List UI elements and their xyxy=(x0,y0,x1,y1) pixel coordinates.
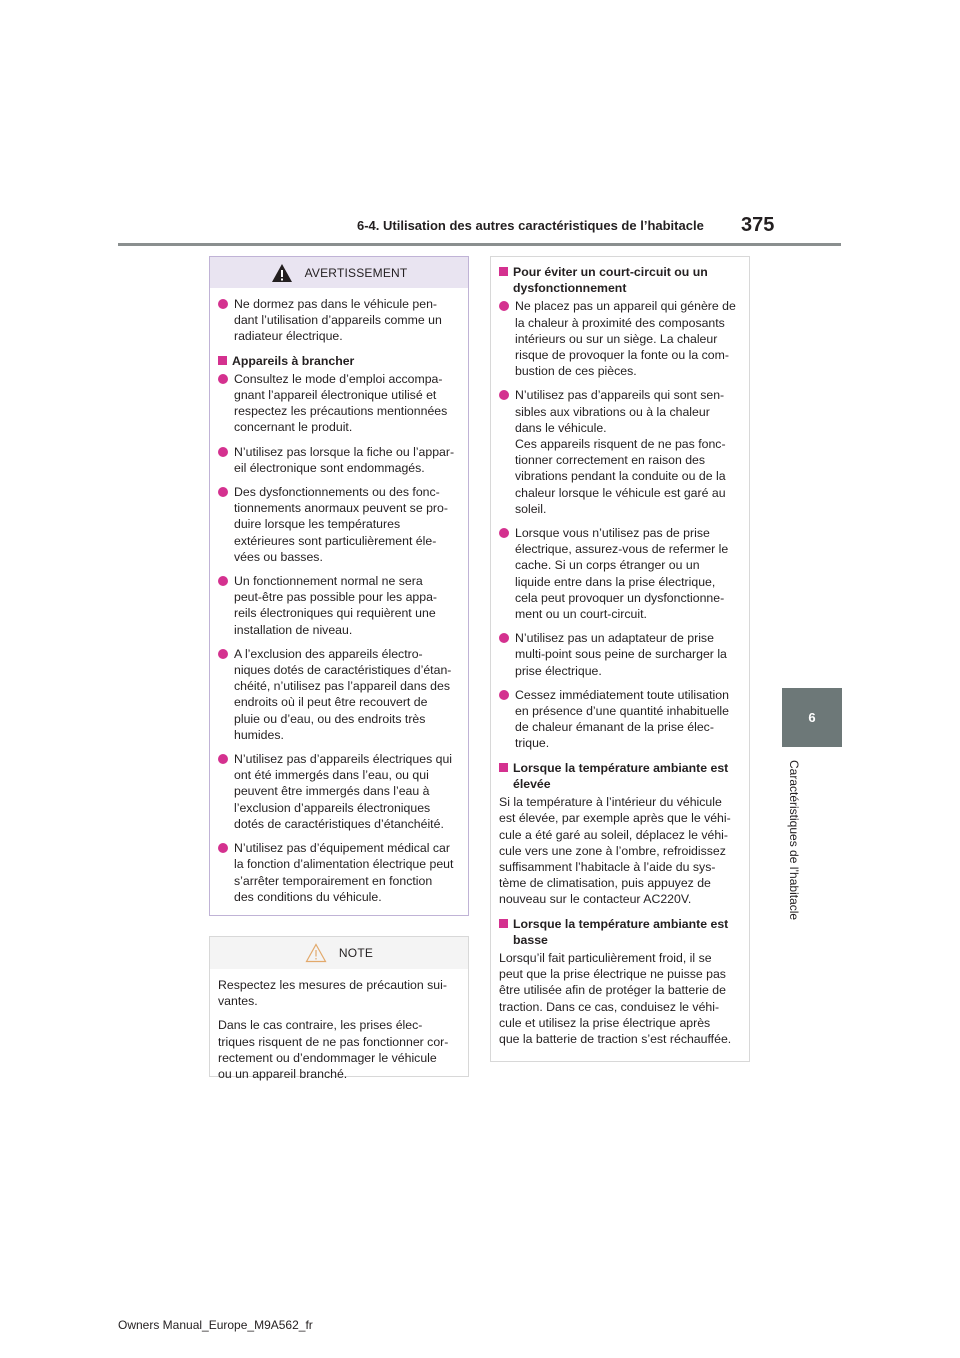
text-line: Consultez le mode d’emploi accompa- xyxy=(234,371,443,386)
text-line: pluie ou d’eau, ou des endroits très xyxy=(234,711,426,726)
text-line: électrique, assurez-vous de refermer le xyxy=(515,542,729,557)
text-line: extérieures sont particulièrement éle- xyxy=(234,533,437,548)
text-line: dysfonctionnement xyxy=(513,281,627,296)
text-line: endroits où il peut être recouvert de xyxy=(234,695,428,710)
text-line: N’utilisez pas un adaptateur de prise xyxy=(515,631,714,646)
text-line: vées ou basses. xyxy=(234,549,323,564)
text-line: tionnements anormaux peuvent se pro- xyxy=(234,501,448,516)
text-line: N’utilisez pas d’appareils électriques qui xyxy=(234,752,453,767)
text-line: est élevée, par exemple après que le véhi- xyxy=(499,811,731,826)
text-line: des conditions du véhicule. xyxy=(234,889,382,904)
text-line: Un fonctionnement normal ne sera xyxy=(234,574,423,589)
text-line: Si la température à l’intérieur du véhicule xyxy=(499,795,722,810)
text-line: gnant l’appareil électronique utilisé et xyxy=(234,388,437,403)
text-line: peuvent être immergés dans l’eau à xyxy=(234,784,430,799)
text-line: tionner correctement en raison des xyxy=(515,453,706,468)
bullet-item xyxy=(218,371,462,436)
chapter-number: 6 xyxy=(808,710,816,725)
text-line: ou un appareil branché. xyxy=(218,1067,348,1082)
text-line: chaleur lorsque le véhicule est garé au xyxy=(515,485,726,500)
chapter-title: Caractéristiques de l’habitacle xyxy=(787,760,801,921)
note-box-content xyxy=(210,969,468,1082)
text-line: prise électrique. xyxy=(515,663,602,678)
text-line: cache. Si un corps étranger ou un xyxy=(515,558,700,573)
text-line: Ne dormez pas dans le véhicule pen- xyxy=(234,297,438,311)
text-line: intérieurs ou sur un siège. La chaleur xyxy=(515,331,718,346)
bullet-item xyxy=(218,296,462,345)
text-line: Cessez immédiatement toute utilisation xyxy=(515,687,729,702)
text-line: vantes. xyxy=(218,994,258,1009)
text-line: soleil. xyxy=(515,501,547,516)
text-line: eil électronique sont endommagés. xyxy=(234,460,425,475)
text-line: élevée xyxy=(513,776,551,791)
paragraph xyxy=(499,950,743,1047)
note-box xyxy=(209,936,469,1082)
text-line: que la batterie de traction s’est réchauffée. xyxy=(499,1031,732,1046)
text-line: Lorsque la température ambiante est xyxy=(513,916,729,931)
text-line: l’exclusion d’appareils électroniques xyxy=(234,800,431,815)
section-heading xyxy=(218,353,462,369)
bullet-item xyxy=(499,525,743,622)
text-line: la fonction d’alimentation électrique peut xyxy=(234,857,454,872)
text-line: Respectez les mesures de précaution sui- xyxy=(218,978,447,992)
note-box-header xyxy=(210,937,468,969)
bullet-item xyxy=(218,646,462,743)
text-line: humides. xyxy=(234,727,284,742)
text-line: cela peut provoquer un dysfonctionne- xyxy=(515,590,725,605)
info-box-content xyxy=(491,257,749,1047)
text-line: la chaleur à proximité des composants xyxy=(515,315,725,330)
bullet-item xyxy=(218,751,462,832)
section-heading xyxy=(499,760,743,792)
text-line: multi-point sous peine de surcharger la xyxy=(515,647,727,662)
warning-box-title: AVERTISSEMENT xyxy=(304,265,408,280)
text-line: dotés de caractéristiques d’étanchéité. xyxy=(234,816,444,831)
bullet-item xyxy=(218,840,462,905)
text-line: risque de provoquer la fonte ou la com- xyxy=(515,348,729,363)
text-line: suffisamment l’habitacle à l’aide du sys- xyxy=(499,859,716,874)
paragraph xyxy=(499,794,743,907)
text-line: niques dotés de caractéristiques d’étan- xyxy=(234,663,452,678)
text-line: Ces appareils risquent de ne pas fonc- xyxy=(515,437,726,452)
text-line: reils électroniques qui requièrent une xyxy=(234,606,436,621)
text-line: trique. xyxy=(515,736,550,751)
section-title: 6-4. Utilisation des autres caractéristiques de l’habitacle xyxy=(357,218,704,233)
text-line: Pour éviter un court-circuit ou un xyxy=(513,265,708,279)
text-line: traction. Dans ce cas, conduisez le véhi- xyxy=(499,999,720,1014)
text-line: dant l’utilisation d’appareils comme un xyxy=(234,313,442,328)
text-line: rectement ou d’endommager le véhicule xyxy=(218,1050,437,1065)
text-line: basse xyxy=(513,932,548,947)
section-heading xyxy=(499,264,743,296)
text-line: chéité, n’utilisez pas l’appareil dans des xyxy=(234,679,451,694)
warning-box-header xyxy=(210,257,468,288)
text-line: concernant le produit. xyxy=(234,420,353,435)
bullet-item xyxy=(499,387,743,517)
section-heading xyxy=(499,916,743,948)
caution-triangle-outline-icon xyxy=(305,943,327,963)
text-line: Lorsque la température ambiante est xyxy=(513,760,729,775)
text-line: tème de climatisation, puis appuyez de xyxy=(499,876,711,891)
text-line: cule a été garé au soleil, déplacez le véhi- xyxy=(499,827,728,842)
text-line: liquide entre dans la prise électrique, xyxy=(515,574,716,589)
text-line: Lorsque vous n’utilisez pas de prise xyxy=(515,526,710,541)
text-line: vibrations pendant la conduite ou de la xyxy=(515,469,726,484)
paragraph xyxy=(218,977,462,1009)
paragraph xyxy=(218,1017,462,1082)
bullet-item xyxy=(218,573,462,638)
text-line: Des dysfonctionnements ou des fonc- xyxy=(234,485,440,500)
text-line: dans le véhicule. xyxy=(515,420,607,435)
bullet-item xyxy=(499,630,743,679)
text-line: peut-être pas possible pour les appa- xyxy=(234,590,438,605)
info-box xyxy=(490,256,750,1062)
text-line: cule vers une zone à l’ombre, refroidissez xyxy=(499,843,726,858)
text-line: sibles aux vibrations ou à la chaleur xyxy=(515,404,710,419)
text-line: A l’exclusion des appareils électro- xyxy=(234,646,423,661)
text-line: installation de niveau. xyxy=(234,622,353,637)
text-line: ment ou un court-circuit. xyxy=(515,607,647,622)
bullet-item xyxy=(218,484,462,565)
chapter-tab xyxy=(782,688,842,747)
text-line: Dans le cas contraire, les prises élec- xyxy=(218,1018,423,1033)
text-line: Lorsqu’il fait particulièrement froid, il se xyxy=(499,950,712,965)
bullet-item xyxy=(218,444,462,476)
text-line: cule et utilisez la prise électrique après xyxy=(499,1015,711,1030)
note-box-title: NOTE xyxy=(338,946,374,960)
bullet-item xyxy=(499,687,743,752)
text-line: triques risquent de ne pas fonctionner cor- xyxy=(218,1034,449,1049)
text-line: radiateur électrique. xyxy=(234,329,343,344)
text-line: Ne placez pas un appareil qui génère de xyxy=(515,299,736,314)
text-line: s’arrêter temporairement en fonction xyxy=(234,873,433,888)
text-line: peut que la prise électrique ne puisse pas xyxy=(499,967,726,982)
bullet-item xyxy=(499,298,743,379)
text-line: duire lorsque les températures xyxy=(234,517,401,532)
text-line: être utilisée afin de protéger la batterie de xyxy=(499,983,726,998)
text-line: N’utilisez pas d’équipement médical car xyxy=(234,841,450,856)
warning-box-content xyxy=(210,288,468,905)
text-line: Appareils à brancher xyxy=(232,353,355,368)
page-number: 375 xyxy=(741,214,775,236)
text-line: ont été immergés dans l’eau, ou qui xyxy=(234,768,429,783)
text-line: bustion de ces pièces. xyxy=(515,364,637,379)
text-line: de chaleur émanant de la prise élec- xyxy=(515,720,714,735)
text-line: N’utilisez pas d’appareils qui sont sen- xyxy=(515,388,725,403)
footer-text: Owners Manual_Europe_M9A562_fr xyxy=(118,1318,313,1332)
text-line: nouveau sur le contacteur AC220V. xyxy=(499,892,692,907)
warning-triangle-icon xyxy=(271,263,293,283)
header-divider xyxy=(118,243,841,246)
text-line: en présence d’une quantité inhabituelle xyxy=(515,704,729,719)
text-line: respectez les précautions mentionnées xyxy=(234,404,448,419)
warning-box xyxy=(209,256,469,916)
text-line: N’utilisez pas lorsque la fiche ou l’appar- xyxy=(234,444,455,459)
